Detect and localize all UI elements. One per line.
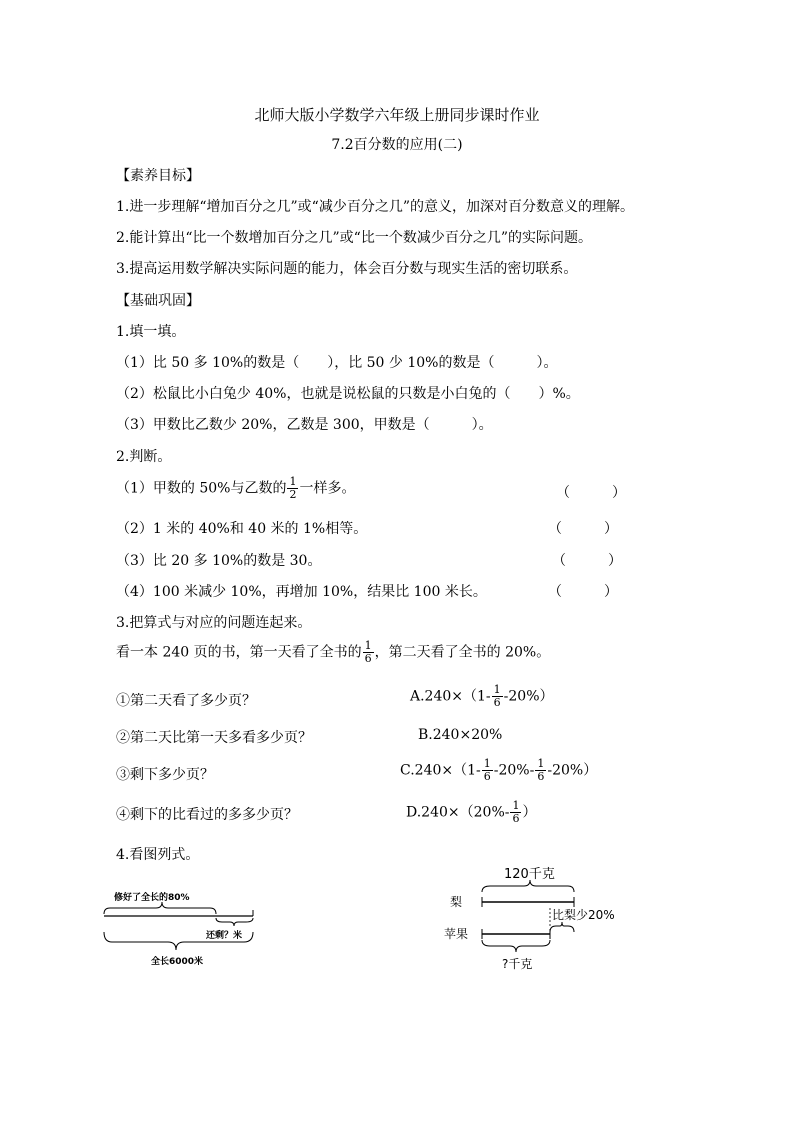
q3-option-a: A.240×（1- $\frac{1}{6}$ -20%） xyxy=(410,683,554,709)
q3-question-1: ①第二天看了多少页？ xyxy=(116,693,256,709)
road-remaining-brace xyxy=(216,918,253,926)
q3-intro: 看一本 240 页的书，第一天看了全书的 $\frac{1}{6}$ ，第二天看了全书的 20%。 xyxy=(116,639,551,665)
q1-item-1: （1）比 50 多 10%的数是（ ），比 50 少 10%的数是（ ）。 xyxy=(116,355,558,371)
q2-item-4: （4）100 米减少 10%，再增加 10%，结果比 100 米长。 xyxy=(116,584,487,600)
q3-question-2: ②第二天比第一天多看多少页？ xyxy=(116,730,312,746)
goal-item-2: 2.能计算出“比一个数增加百分之几”或“比一个数减少百分之几”的实际问题。 xyxy=(116,230,592,246)
q3-question-3: ③剩下多少页？ xyxy=(116,767,214,783)
q1-title: 1.填一填。 xyxy=(116,324,186,340)
road-repaired-label: 修好了全长的80% xyxy=(114,893,190,903)
q2-item-1-text: （1）甲数的 50%与乙数的 xyxy=(116,480,287,497)
q3-title: 3.把算式与对应的问题连起来。 xyxy=(116,615,312,631)
apple-weight-label: ?千克 xyxy=(502,957,533,971)
q1-item-3: （3）甲数比乙数少 20%，乙数是 300，甲数是（ ）。 xyxy=(116,417,493,433)
goal-item-3: 3.提高运用数学解决实际问题的能力，体会百分数与现实生活的密切联系。 xyxy=(116,261,578,277)
pear-label: 梨 xyxy=(450,895,463,909)
apple-label: 苹果 xyxy=(444,927,469,941)
q2-answer-3: （ ） xyxy=(552,553,622,569)
page-subtitle: 7.2百分数的应用(二) xyxy=(331,137,463,153)
road-total-label: 全长6000米 xyxy=(151,957,204,967)
q3-question-4: ④剩下的比看过的多多少页？ xyxy=(116,807,298,823)
q2-item-1: （1）甲数的 50%与乙数的 $\frac{1}{2}$ 一样多。 xyxy=(116,475,356,501)
road-diagram xyxy=(96,880,266,970)
q3-option-d: D.240×（20%- $\frac{1}{6}$ ） xyxy=(406,799,537,825)
goal-item-1: 1.进一步理解“增加百分之几”或“减少百分之几”的意义，加深对百分数意义的理解。 xyxy=(116,199,634,215)
q2-item-3: （3）比 20 多 10%的数是 30。 xyxy=(116,553,322,569)
q3-option-b: B.240×20% xyxy=(418,727,503,743)
q4-title: 4.看图列式。 xyxy=(116,847,200,863)
basics-heading: 【基础巩固】 xyxy=(116,293,200,309)
fraction-one-sixth: $\frac{1}{6}$ xyxy=(364,639,372,665)
page-title: 北师大版小学数学六年级上册同步课时作业 xyxy=(254,106,540,124)
fruit-diagram xyxy=(440,858,640,976)
q1-item-2: （2）松鼠比小白兔少 40%，也就是说松鼠的只数是小白兔的（ ）%。 xyxy=(116,386,580,402)
apple-weight-brace xyxy=(482,940,550,952)
road-remaining-label: 还剩？米 xyxy=(206,931,243,941)
less-percent-label: 比梨少20% xyxy=(552,908,615,922)
q2-answer-1: （ ） xyxy=(556,485,626,501)
road-repaired-brace xyxy=(104,902,216,914)
q2-answer-2: （ ） xyxy=(548,521,618,537)
goals-heading: 【素养目标】 xyxy=(116,168,200,184)
q2-item-2: （2）1 米的 40%和 40 米的 1%相等。 xyxy=(116,521,368,537)
fraction-one-half: $\frac{1}{2}$ xyxy=(289,475,297,501)
q2-title: 2.判断。 xyxy=(116,449,172,465)
difference-brace xyxy=(550,922,574,932)
pear-weight-label: 120千克 xyxy=(504,867,555,882)
q2-answer-4: （ ） xyxy=(548,584,618,600)
q3-option-c: C.240×（1- $\frac{1}{6}$ -20%- $\frac{1}{6}$ -20%） xyxy=(400,757,598,783)
